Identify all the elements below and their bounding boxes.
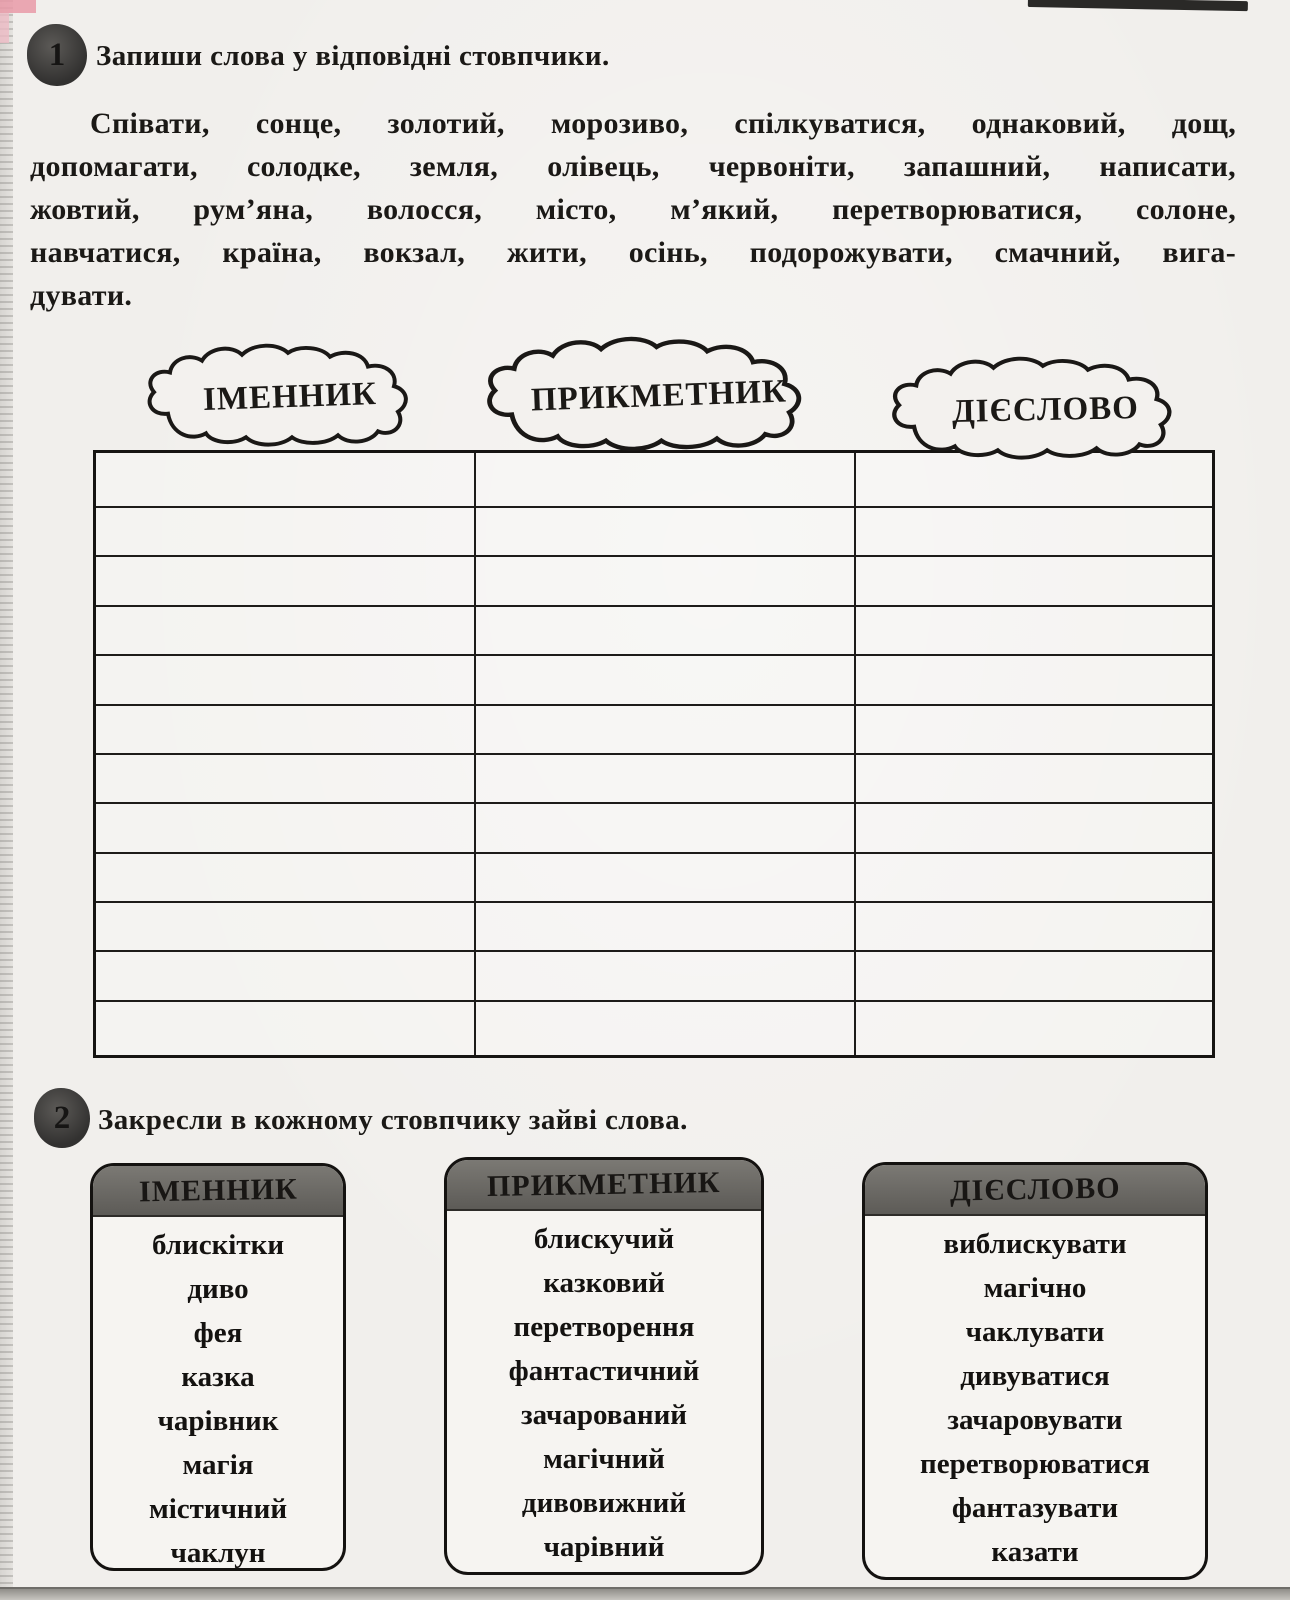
cloud-header-noun — [140, 343, 440, 451]
table-cell-empty[interactable] — [855, 1001, 1214, 1057]
scan-edge-left — [0, 0, 13, 1600]
card-word[interactable]: магічний — [543, 1443, 665, 1475]
word-bank-line: жовтий, рум’яна, волосся, місто, м’який, перетворюватися, солоне, — [30, 193, 1236, 226]
cloud-label-adjective: ПРИКМЕТНИК — [530, 373, 788, 418]
table-row — [95, 556, 1214, 605]
word-card-header-label: ІМЕННИК — [138, 1172, 298, 1208]
word-card-list — [93, 1223, 343, 1571]
card-word[interactable]: чарівник — [157, 1405, 279, 1437]
table-cell-empty[interactable] — [95, 507, 475, 556]
word-bank-line: дувати. — [30, 279, 133, 312]
task1-number-badge — [27, 24, 87, 86]
table-row — [95, 951, 1214, 1000]
card-word[interactable]: диво — [187, 1273, 249, 1305]
word-card-header — [447, 1160, 761, 1211]
scan-smudge-top-right — [1028, 0, 1248, 11]
cloud-label-verb: ДІЄСЛОВО — [951, 389, 1139, 430]
card-word[interactable]: зачарований — [520, 1399, 688, 1431]
table-cell-empty[interactable] — [95, 754, 475, 803]
scan-mark-pink — [0, 0, 36, 13]
table-cell-empty[interactable] — [475, 754, 855, 803]
card-word[interactable]: блискітки — [151, 1229, 285, 1261]
table-cell-empty[interactable] — [95, 556, 475, 605]
blank-answer-table-body — [95, 452, 1214, 1057]
table-cell-empty[interactable] — [95, 606, 475, 655]
table-cell-empty[interactable] — [95, 705, 475, 754]
table-row — [95, 507, 1214, 556]
card-word[interactable]: казковий — [543, 1267, 665, 1299]
table-cell-empty[interactable] — [855, 902, 1214, 951]
cloud-header-adjective — [478, 336, 840, 456]
table-cell-empty[interactable] — [475, 951, 855, 1000]
table-row — [95, 655, 1214, 704]
task2-title: Закресли в кожному стовпчику зайві слова. — [98, 1104, 688, 1136]
scan-edge-bottom — [0, 1587, 1290, 1600]
table-cell-empty[interactable] — [855, 507, 1214, 556]
table-cell-empty[interactable] — [95, 1001, 475, 1057]
word-bank-line: допомагати, солодке, земля, олівець, червоніти, запашний, написати, — [30, 150, 1236, 183]
word-bank-line: Співати, сонце, золотий, морозиво, спілкуватися, однаковий, дощ, — [90, 107, 1236, 140]
word-card-header — [93, 1166, 343, 1217]
card-word[interactable]: чарівний — [543, 1531, 665, 1563]
table-cell-empty[interactable] — [855, 606, 1214, 655]
card-word[interactable]: перетворення — [513, 1311, 695, 1343]
card-word[interactable]: виблискувати — [943, 1228, 1127, 1260]
scan-mark-pink-small — [0, 13, 9, 43]
card-word[interactable]: казати — [991, 1536, 1079, 1568]
word-card-header-label: ДІЄСЛОВО — [949, 1171, 1121, 1207]
cloud-label-noun: ІМЕННИК — [202, 375, 378, 418]
table-cell-empty[interactable] — [855, 655, 1214, 704]
word-card-list — [865, 1222, 1205, 1574]
card-word[interactable]: магічно — [983, 1272, 1087, 1304]
table-cell-empty[interactable] — [475, 452, 855, 508]
table-cell-empty[interactable] — [475, 853, 855, 902]
card-word[interactable]: блискучий — [533, 1223, 675, 1255]
card-word[interactable]: фантастичний — [508, 1355, 700, 1387]
table-cell-empty[interactable] — [95, 803, 475, 852]
table-cell-empty[interactable] — [855, 754, 1214, 803]
card-word[interactable]: зачаровувати — [947, 1404, 1123, 1436]
table-cell-empty[interactable] — [855, 853, 1214, 902]
table-row — [95, 754, 1214, 803]
table-cell-empty[interactable] — [475, 705, 855, 754]
card-word[interactable]: чаклун — [170, 1537, 266, 1569]
task2-number: 2 — [53, 1099, 71, 1136]
table-row — [95, 1001, 1214, 1057]
word-bank-paragraph — [30, 102, 1236, 317]
table-cell-empty[interactable] — [855, 951, 1214, 1000]
table-cell-empty[interactable] — [475, 556, 855, 605]
table-row — [95, 902, 1214, 951]
word-card-header — [865, 1165, 1205, 1216]
table-cell-empty[interactable] — [855, 556, 1214, 605]
card-word[interactable]: містичний — [148, 1493, 288, 1525]
table-cell-empty[interactable] — [855, 803, 1214, 852]
table-cell-empty[interactable] — [475, 655, 855, 704]
card-word[interactable]: дивуватися — [960, 1360, 1110, 1392]
cloud-header-verb — [884, 356, 1206, 464]
table-cell-empty[interactable] — [855, 705, 1214, 754]
word-card-verb — [862, 1162, 1208, 1580]
card-word[interactable]: чаклувати — [965, 1316, 1105, 1348]
blank-answer-table[interactable] — [93, 450, 1215, 1058]
card-word[interactable]: перетворюватися — [919, 1448, 1150, 1480]
table-cell-empty[interactable] — [475, 1001, 855, 1057]
table-row — [95, 853, 1214, 902]
word-bank-line: навчатися, країна, вокзал, жити, осінь, подорожувати, смачний, вига- — [30, 236, 1236, 269]
table-cell-empty[interactable] — [95, 452, 475, 508]
card-word[interactable]: дивовижний — [521, 1487, 687, 1519]
task2-number-badge — [34, 1088, 90, 1148]
word-card-noun — [90, 1163, 346, 1571]
table-cell-empty[interactable] — [95, 951, 475, 1000]
table-row — [95, 705, 1214, 754]
table-cell-empty[interactable] — [475, 902, 855, 951]
word-card-adjective — [444, 1157, 764, 1575]
table-cell-empty[interactable] — [95, 853, 475, 902]
card-word[interactable]: магія — [182, 1449, 254, 1481]
table-row — [95, 606, 1214, 655]
table-cell-empty[interactable] — [95, 902, 475, 951]
table-row — [95, 803, 1214, 852]
table-cell-empty[interactable] — [95, 655, 475, 704]
card-word[interactable]: казка — [181, 1361, 255, 1393]
word-card-list — [447, 1217, 761, 1569]
task1-number: 1 — [48, 36, 66, 73]
table-cell-empty[interactable] — [475, 606, 855, 655]
table-cell-empty[interactable] — [475, 507, 855, 556]
card-word[interactable]: фея — [193, 1317, 243, 1349]
word-card-header-label: ПРИКМЕТНИК — [486, 1165, 722, 1203]
card-word[interactable]: фантазувати — [951, 1492, 1119, 1524]
task1-title: Запиши слова у відповідні стовпчики. — [96, 40, 610, 72]
table-cell-empty[interactable] — [475, 803, 855, 852]
